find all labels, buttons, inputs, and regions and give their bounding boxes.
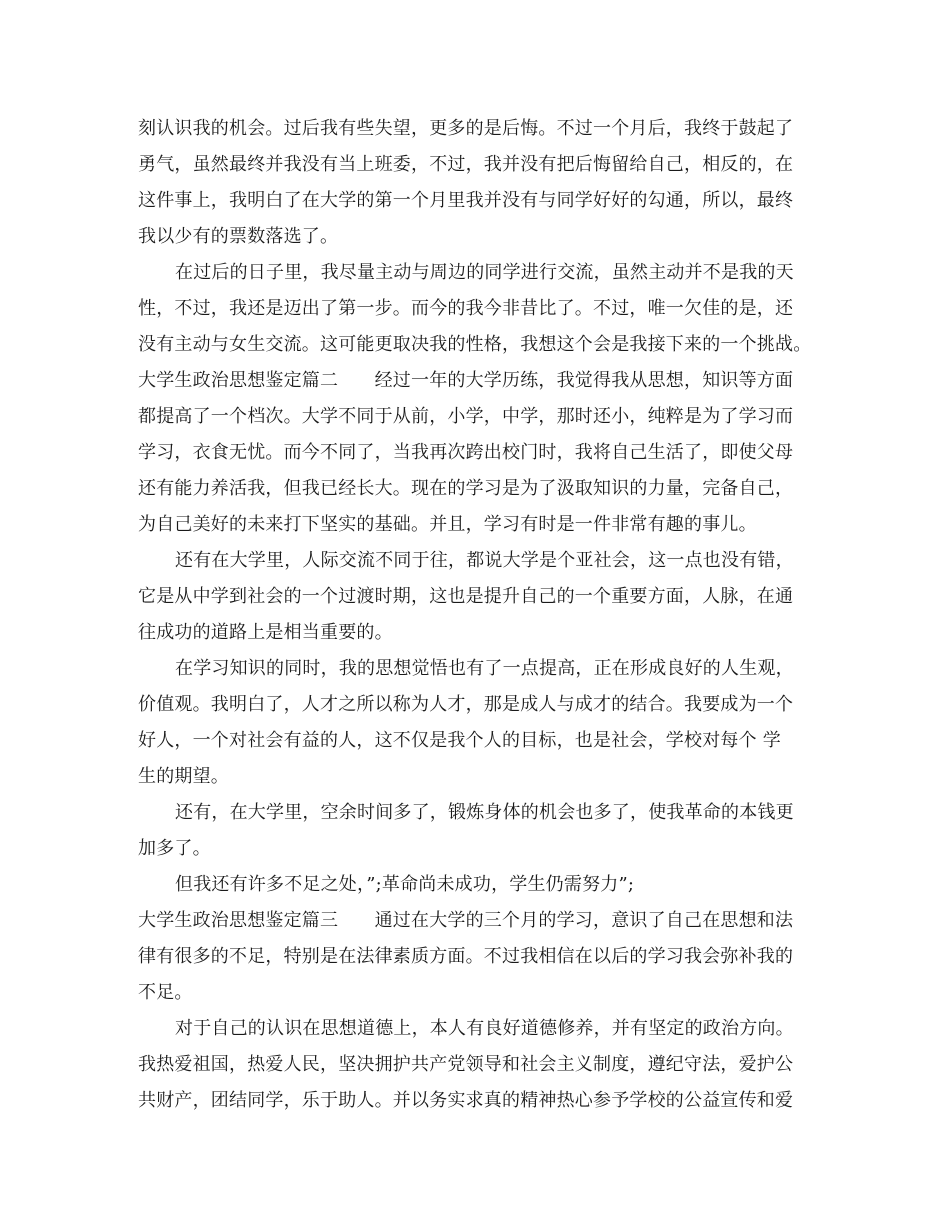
text-line: 这件事上，我明白了在大学的第一个月里我并没有与同学好好的勾通，所以，最终: [138, 190, 794, 211]
text-line: 律有很多的不足，特别是在法律素质方面。不过我相信在以后的学习我会弥补我的: [138, 946, 794, 967]
paragraph-start-line: 还有在大学里，人际交流不同于往，都说大学是个亚社会，这一点也没有错，: [175, 550, 794, 571]
paragraph-start-line: 还有，在大学里，空余时间多了，锻炼身体的机会也多了，使我革命的本钱更: [175, 802, 794, 823]
text-line: 加多了。: [138, 838, 211, 859]
text-line: 刻认识我的机会。过后我有些失望，更多的是后悔。不过一个月后，我终于鼓起了: [138, 118, 794, 139]
section-heading-line: 大学生政治思想鉴定篇二 经过一年的大学历练，我觉得我从思想，知识等方面: [138, 370, 794, 391]
text-line: 还有能力养活我，但我已经长大。现在的学习是为了汲取知识的力量，完备自己，: [138, 478, 794, 499]
text-line: 学习，衣食无忧。而今不同了，当我再次跨出校门时，我将自己生活了，即使父母: [138, 442, 794, 463]
text-line: 我以少有的票数落选了。: [138, 226, 339, 247]
text-line: 为自己美好的未来打下坚实的基础。并且，学习有时是一件非常有趣的事儿。: [138, 514, 757, 535]
text-line: 好人，一个对社会有益的人，这不仅是我个人的目标，也是社会，学校对每个 学: [138, 730, 781, 751]
text-line: 它是从中学到社会的一个过渡时期，这也是提升自己的一个重要方面，人脉，在通: [138, 586, 794, 607]
text-line: 都提高了一个档次。大学不同于从前，小学，中学，那时还小，纯粹是为了学习而: [138, 406, 794, 427]
text-line: 不足。: [138, 982, 193, 1003]
paragraph-start-line: 在过后的日子里，我尽量主动与周边的同学进行交流，虽然主动并不是我的天: [175, 262, 794, 283]
text-line: 性，不过，我还是迈出了第一步。而今的我今非昔比了。不过，唯一欠佳的是，还: [138, 298, 794, 319]
text-line: 往成功的道路上是相当重要的。: [138, 622, 393, 643]
text-line: 生的期望。: [138, 766, 229, 787]
text-line: 共财产，团结同学，乐于助人。并以务实求真的精神热心参予学校的公益宣传和爱: [138, 1090, 794, 1111]
text-line: 没有主动与女生交流。这可能更取决我的性格，我想这个会是我接下来的一个挑战。: [138, 334, 812, 355]
text-line: 勇气，虽然最终并我没有当上班委，不过，我并没有把后悔留给自己，相反的，在: [138, 154, 794, 175]
paragraph-start-line: 但我还有许多不足之处，”;革命尚未成功，学生仍需努力”;: [175, 874, 635, 895]
section-heading-line: 大学生政治思想鉴定篇三 通过在大学的三个月的学习，意识了自己在思想和法: [138, 910, 794, 931]
text-line: 价值观。我明白了，人才之所以称为人才，那是成人与成才的结合。我要成为一个: [138, 694, 794, 715]
text-line: 我热爱祖国，热爱人民，坚决拥护共产党领导和社会主义制度，遵纪守法，爱护公: [138, 1054, 794, 1075]
paragraph-start-line: 在学习知识的同时，我的思想觉悟也有了一点提高，正在形成良好的人生观，: [175, 658, 794, 679]
paragraph-start-line: 对于自己的认识在思想道德上，本人有良好道德修养，并有坚定的政治方向。: [175, 1018, 794, 1039]
